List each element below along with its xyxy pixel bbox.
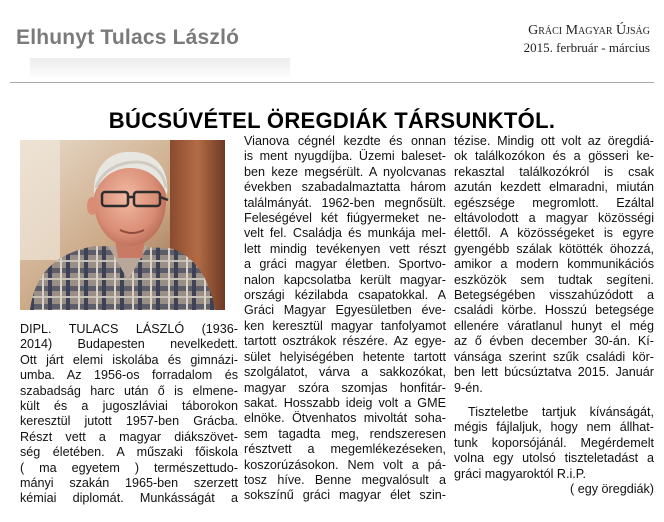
text-line: gráci magyaroktól R.i.P. — [454, 466, 587, 481]
header-shadow-band — [30, 58, 290, 80]
text-line: magyar szóra szomjas honfitár- — [244, 380, 446, 395]
text-line: résztvett a megemlékezéseken, — [244, 442, 446, 457]
text-line: velt fel. Családja és munkája mel- — [244, 226, 446, 241]
text-line: volna egy utolsó tiszteletadást a — [454, 451, 654, 466]
text-line: DIPL. TULACS LÁSZLÓ (1936- — [20, 322, 238, 336]
text-line: gyengébb szálak kötötték öhozzá, — [454, 241, 654, 256]
text-line: Részt vett a magyar diákszövet- — [20, 429, 238, 444]
text-line: szabadság harc után ő is elmene- — [20, 383, 238, 398]
text-line: tosz híve. Benne megvalósult a — [244, 472, 446, 487]
portrait-illustration — [20, 140, 225, 310]
text-line: Feleségével két fiúgyermeket ne- — [244, 211, 446, 226]
text-line: Betegségében visszahúzódott a — [454, 288, 654, 303]
text-line: országi kézilabda csapatokkal. A — [244, 288, 446, 303]
text-line: elnöke. Ötvenhatos mivoltát soha- — [244, 411, 446, 426]
text-line: rekasztal találkozókról is csak — [454, 164, 654, 179]
text-line: tunk koporsójánál. Megérdemelt — [454, 435, 654, 450]
article-column-3 — [454, 134, 654, 497]
signature-line: ( egy öregdiák) — [570, 481, 654, 496]
page-header-title: Elhunyt Tulacs László — [16, 26, 240, 49]
text-line: években szabadalmaztatta három — [244, 180, 446, 195]
text-line: ken keresztül magyar tanfolyamot — [244, 318, 446, 333]
text-line: családi körbe. Hosszú betegsége — [454, 303, 654, 318]
text-line: 2014) Budapesten nevelkedett. — [20, 337, 238, 352]
text-line: 9-én. — [454, 380, 483, 395]
text-line: egészsége megromlott. Ezáltal — [454, 195, 654, 210]
text-line: is ment nyugdíjba. Üzemi baleset- — [244, 149, 446, 164]
text-line: kémiai diplomát. Munkásságát a — [20, 491, 238, 506]
text-line: szolgálatot, várva a sakkozókat, — [244, 365, 446, 380]
text-line: umba. Az 1956-os forradalom és — [20, 368, 238, 383]
publication-name: Gráci Magyar Újság — [528, 23, 650, 38]
text-line: eszközök sem tudtak segíteni. — [454, 272, 654, 287]
text-line: lett mindig tevékenyen vett részt — [244, 241, 446, 256]
text-line: mányi szakán 1965-ben szerzett — [20, 476, 238, 491]
text-line: ellenére váratlanul hunyt el még — [454, 318, 654, 333]
text-line: amikor a modern kommunikációs — [454, 257, 654, 272]
text-line: Tiszteletbe tartjuk kívánságát, — [468, 404, 654, 419]
text-line: keresztül jutott 1957-ben Grácba. — [20, 414, 238, 429]
text-line: Ott járt elemi iskolába és gimnázi- — [20, 352, 238, 367]
text-line: vánsága szerint szűk családi kör- — [454, 349, 654, 364]
portrait-photo — [20, 140, 225, 310]
text-line: koszorúzásokon. Nem volt a pá- — [244, 457, 446, 472]
issue-date: 2015. ferbruár - március — [523, 40, 650, 55]
text-line: a gráci magyar életben. Sportvo- — [244, 257, 446, 272]
publication-info — [524, 22, 650, 56]
text-line: ben keze megsérült. A nyolcvanas — [244, 164, 446, 179]
text-line: az ő évben december 30-án. Kí- — [454, 334, 654, 349]
text-line: nalon kapcsolatba került magyar- — [244, 272, 446, 287]
header-rule — [10, 82, 654, 83]
text-line: azután kezdett elmaradni, miután — [454, 180, 654, 195]
text-line: ség életében. A műszaki főiskola — [20, 445, 238, 460]
text-line: sakat. Hosszabb ideig volt a GME — [244, 395, 446, 410]
text-line: tézise. Mindig ott volt az öregdiá- — [454, 134, 654, 148]
article-column-2 — [244, 134, 446, 504]
text-line: ben lett búcsúztatva 2015. Január — [454, 365, 654, 380]
text-line: találmányát. 1962-ben megnősült. — [244, 195, 446, 210]
text-line: sület helyiségében hetente tartott — [244, 349, 446, 364]
paragraph-gap — [454, 396, 654, 405]
text-line: Gráci Magyar Egyesületben éve- — [244, 303, 446, 318]
text-line: mégis fájlaljuk, hogy nem állhat- — [454, 420, 654, 435]
text-line: Vianova cégnél kezdte és onnan — [244, 134, 446, 148]
text-line: tartott osztrákok részére. Az egye- — [244, 334, 446, 349]
text-line: sokszínű gráci magyar élet szin- — [244, 488, 446, 503]
text-line: élettől. A közösségeket is egyre — [454, 226, 654, 241]
article-column-1 — [20, 322, 238, 507]
text-line: eltávolodott a magyar közösségi — [454, 211, 654, 226]
text-line: ok találkozókon és a gösseri ke- — [454, 149, 654, 164]
article-headline: BÚCSÚVÉTEL ÖREGDIÁK TÁRSUNKTÓL. — [108, 108, 556, 133]
text-line: kült és a jugoszláviai táborokon — [20, 399, 238, 414]
text-line: ( ma egyetem ) természettudo- — [20, 460, 238, 475]
text-line: sem tagadta meg, rendszeresen — [244, 426, 446, 441]
